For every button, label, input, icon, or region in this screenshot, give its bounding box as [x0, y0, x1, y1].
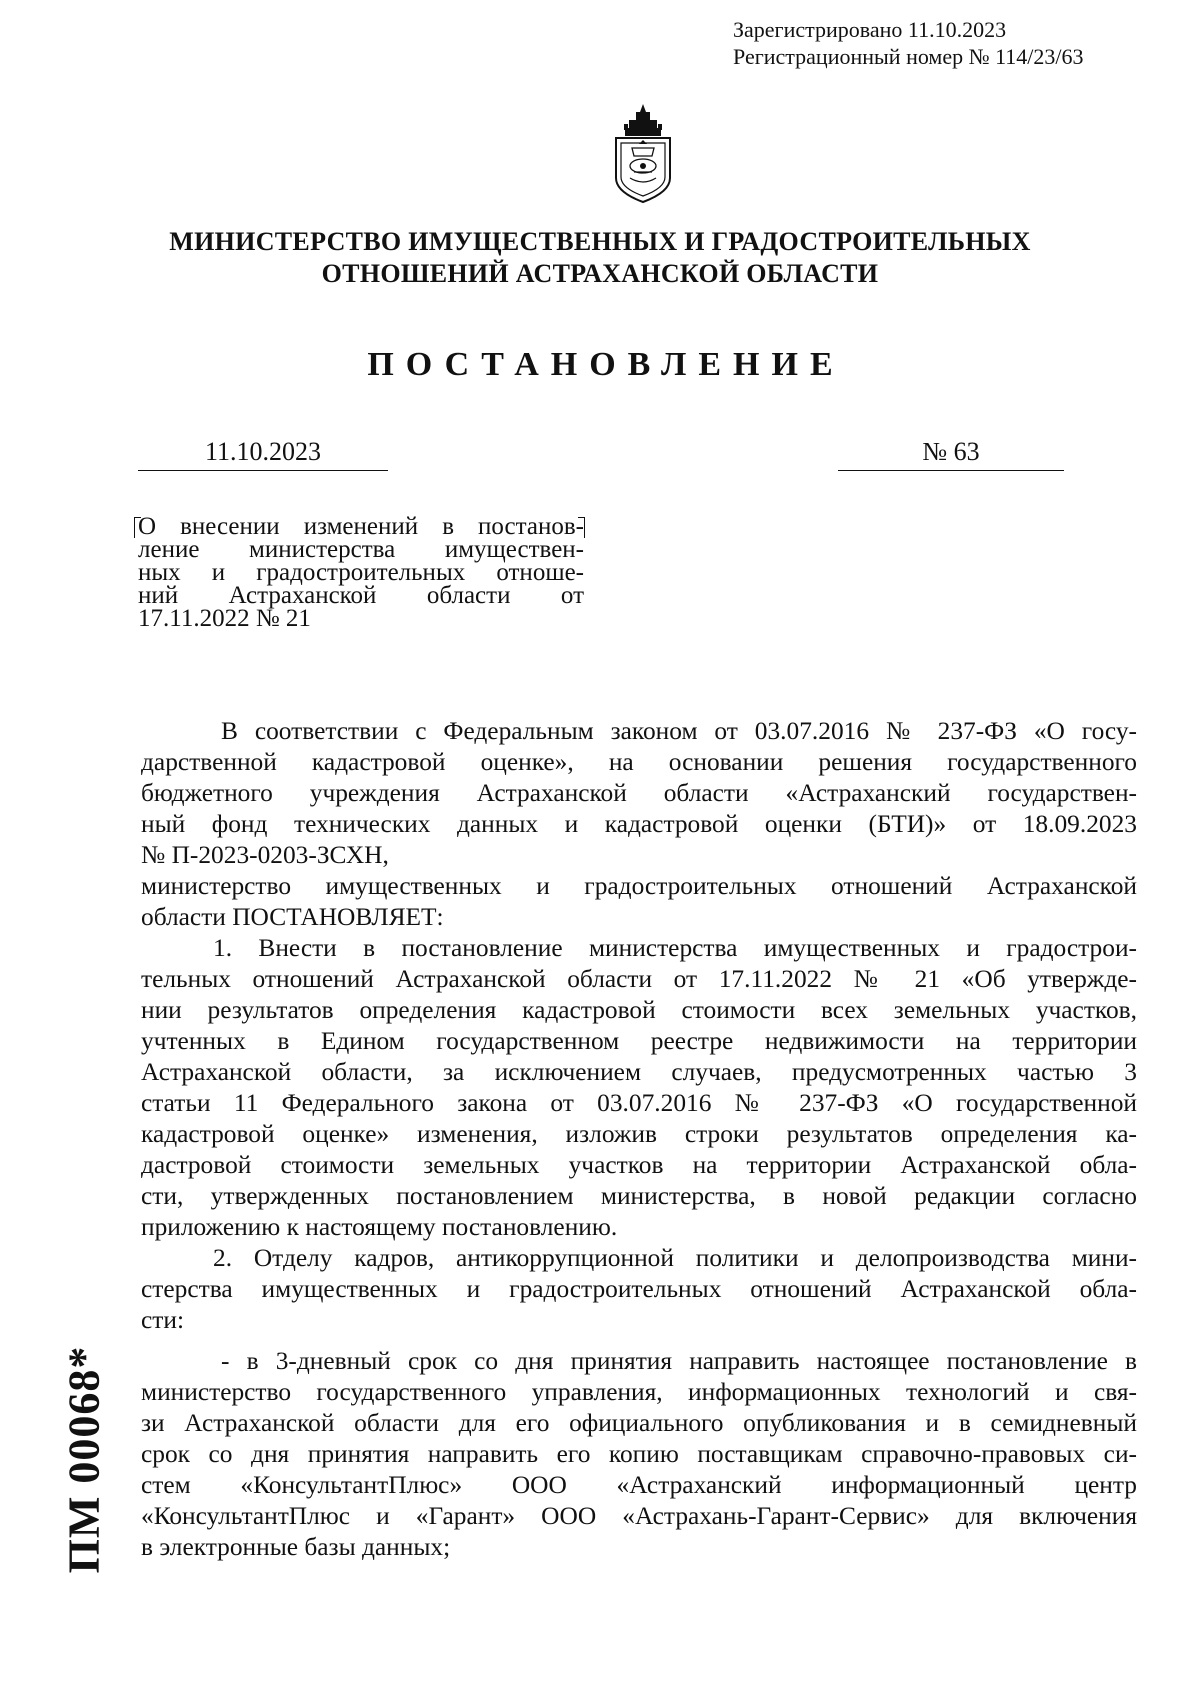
document-date: 11.10.2023 [138, 437, 388, 471]
body-line: тельных отношений Астраханской области от 17.11.2022 № 21 «Об утвержде- [141, 965, 1137, 993]
body-line: В соответствии с Федеральным законом от 03.07.2016 № 237-ФЗ «О госу- [221, 717, 1137, 745]
body-line: 2. Отделу кадров, антикоррупционной политики и делопроизводства мини- [213, 1244, 1137, 1272]
document-body [141, 716, 1137, 1563]
body-line: - в 3-дневный срок со дня принятия направить настоящее постановление в [221, 1347, 1137, 1375]
subject-line: ных и градостроительных отноше- [138, 559, 584, 586]
body-line: № П-2023-0203-ЗСХН, [141, 841, 389, 869]
document-subject [138, 515, 584, 630]
ministry-name [0, 226, 1200, 290]
body-line: статьи 11 Федерального закона от 03.07.2016 № 237-ФЗ «О государственной [141, 1089, 1137, 1117]
subject-line: О внесении изменений в постанов- [138, 513, 584, 540]
body-line: кадастровой оценке» изменения, изложив строки результатов определения ка- [141, 1120, 1137, 1148]
body-line: дарственной кадастровой оценке», на основании решения государственного [141, 748, 1137, 776]
body-line: бюджетного учреждения Астраханской области «Астраханский государствен- [141, 779, 1137, 807]
subject-bracket-left [134, 517, 141, 538]
body-line: «КонсультантПлюс и «Гарант» ООО «Астрахань-Гарант-Сервис» для включения [141, 1502, 1137, 1530]
body-line: приложению к настоящему постановлению. [141, 1213, 618, 1241]
item-2-subparagraph [141, 1346, 1137, 1563]
item-2-paragraph [141, 1243, 1137, 1336]
body-line: учтенных в Едином государственном реестре недвижимости на территории [141, 1027, 1137, 1055]
body-line: нии результатов определения кадастровой стоимости всех земельных участков, [141, 996, 1137, 1024]
registration-number-line: Регистрационный номер № 114/23/63 [733, 44, 1084, 69]
resolves-paragraph [141, 871, 1137, 933]
preamble-paragraph [141, 716, 1137, 871]
ministry-name-line-1: МИНИСТЕРСТВО ИМУЩЕСТВЕННЫХ И ГРАДОСТРОИТЕЛЬНЫХ [169, 227, 1031, 256]
body-line: Астраханской области, за исключением случаев, предусмотренных частью 3 [141, 1058, 1137, 1086]
subject-line: 17.11.2022 № 21 [138, 605, 311, 632]
body-line: ный фонд технических данных и кадастровой оценки (БТИ)» от 18.09.2023 [141, 810, 1137, 838]
body-line: дастровой стоимости земельных участков на территории Астраханской обла- [141, 1151, 1137, 1179]
body-line: в электронные базы данных; [141, 1533, 451, 1561]
body-line: стерства имущественных и градостроительных отношений Астраханской обла- [141, 1275, 1137, 1303]
subject-bracket-right [578, 517, 585, 538]
body-line: стем «КонсультантПлюс» ООО «Астраханский информационный центр [141, 1471, 1137, 1499]
body-line: 1. Внести в постановление министерства имущественных и градострои- [213, 934, 1137, 962]
registration-date-line: Зарегистрировано 11.10.2023 [733, 17, 1007, 42]
body-line: министерство имущественных и градостроительных отношений Астраханской [141, 872, 1137, 900]
body-line: срок со дня принятия направить его копию поставщикам справочно-правовых си- [141, 1440, 1137, 1468]
side-stamp [56, 1342, 116, 1582]
subject-line: ний Астраханской области от [138, 582, 584, 609]
subject-line: ление министерства имуществен- [138, 536, 584, 563]
ministry-name-line-2: ОТНОШЕНИЙ АСТРАХАНСКОЙ ОБЛАСТИ [321, 259, 879, 288]
body-line: министерство государственного управления, информационных технологий и свя- [141, 1378, 1137, 1406]
item-1-paragraph [141, 933, 1137, 1243]
document-type-title: ПОСТАНОВЛЕНИЕ [367, 346, 845, 383]
registration-stamp [733, 16, 1084, 70]
side-stamp-text: ПМ 00068* [59, 1345, 109, 1574]
body-line: области ПОСТАНОВЛЯЕТ: [141, 903, 444, 931]
document-number: № 63 [838, 437, 1064, 471]
body-line: сти: [141, 1306, 185, 1334]
body-line: зи Астраханской области для его официального опубликования и в семидневный [141, 1409, 1137, 1437]
body-line: сти, утвержденных постановлением министерства, в новой редакции согласно [141, 1182, 1137, 1210]
coat-of-arms-icon [610, 104, 676, 204]
